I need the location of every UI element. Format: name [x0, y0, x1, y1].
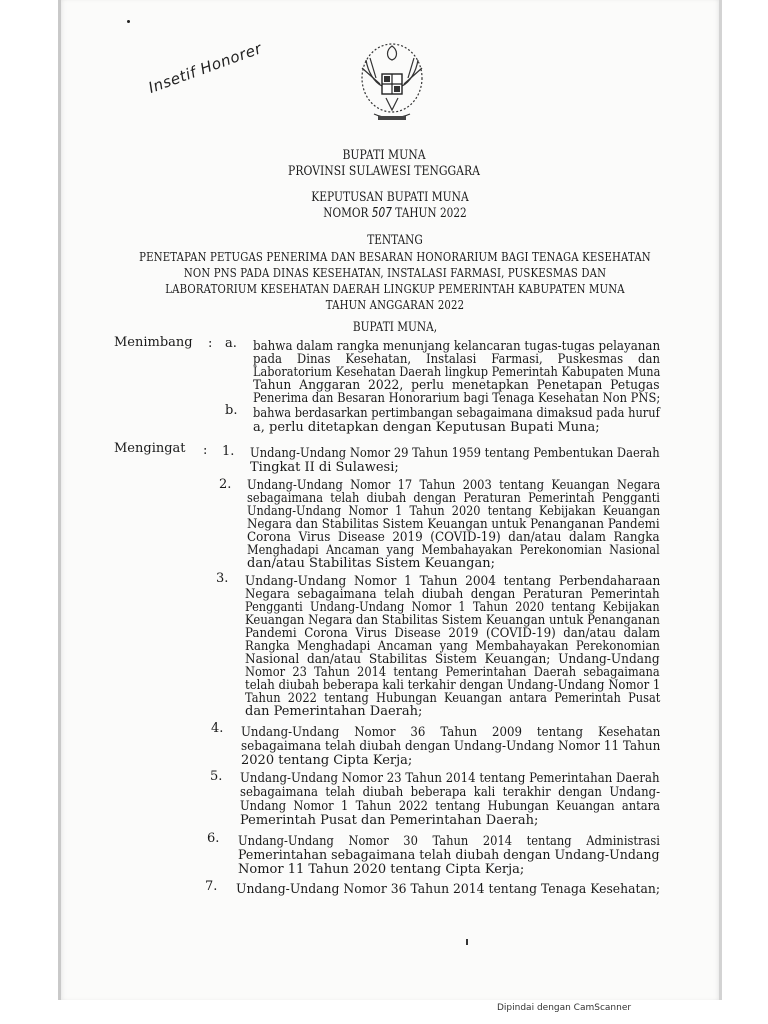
mengingat-2-line: dan/atau Stabilitas Sistem Keuangan; [247, 556, 495, 571]
menimbang-colon: : [208, 336, 213, 351]
province-title: PROVINSI SULAWESI TENGGARA [288, 164, 480, 179]
mengingat-2-line: Undang-Undang Nomor 17 Tahun 2003 tentang Keuangan Negara [247, 478, 661, 493]
title-line-3: LABORATORIUM KESEHATAN DAERAH LINGKUP PEMERINTAH KABUPATEN MUNA [165, 281, 625, 296]
page-edge-left [58, 0, 61, 1000]
scanner-watermark: Dipindai dengan CamScanner [497, 1003, 632, 1013]
mengingat-3-marker: 3. [216, 571, 229, 586]
menimbang-a-marker: a. [225, 336, 237, 351]
mengingat-2-marker: 2. [219, 477, 232, 492]
title-line-4: TAHUN ANGGARAN 2022 [325, 297, 465, 312]
mengingat-3-line: Nomor 23 Tahun 2014 tentang Pemerintahan Daerah sebagaimana [245, 665, 660, 680]
mengingat-3-line: Rangka Menghadapi Ancaman yang Membahayakan Perekonomian [245, 639, 660, 654]
mengingat-4-line: 2020 tentang Cipta Kerja; [241, 753, 413, 768]
mengingat-4-marker: 4. [211, 721, 224, 736]
mengingat-7-marker: 7. [205, 879, 218, 894]
mengingat-3-line: Pandemi Corona Virus Disease 2019 (COVID-19) dan/atau dalam [245, 626, 661, 641]
mengingat-6-line: Nomor 11 Tahun 2020 tentang Cipta Kerja; [238, 862, 525, 877]
mengingat-2-line: Menghadapi Ancaman yang Membahayakan Perekonomian Nasional [247, 543, 660, 558]
mengingat-3-line: Pengganti Undang-Undang Nomor 1 Tahun 2020 tentang Kebijakan [245, 600, 660, 615]
mengingat-5-marker: 5. [210, 769, 223, 784]
mengingat-label: Mengingat [114, 441, 186, 456]
menimbang-a-line: pada Dinas Kesehatan, Instalasi Farmasi, Puskesmas dan [253, 352, 660, 367]
mengingat-4-line: sebagaimana telah diubah dengan Undang-Undang Nomor 11 Tahun [241, 739, 661, 754]
mengingat-2-line: Undang-Undang Nomor 1 Tahun 2020 tentang Kebijakan Keuangan [247, 504, 661, 519]
mengingat-7-line: Undang-Undang Nomor 36 Tahun 2014 tentang Tenaga Kesehatan; [236, 882, 661, 897]
mengingat-1-line: Undang-Undang Nomor 29 Tahun 1959 tentang Pembentukan Daerah [250, 446, 660, 461]
mengingat-3-line: Keuangan Negara dan Stabilitas Sistem Keuangan untuk Penanganan [245, 613, 660, 628]
mengingat-3-line: Tahun 2022 tentang Hubungan Keuangan antara Pemerintah Pusat [245, 691, 661, 706]
bupati-heading: BUPATI MUNA, [352, 320, 438, 335]
mengingat-1-marker: 1. [222, 444, 235, 459]
mengingat-5-line: sebagaimana telah diubah beberapa kali terakhir dengan Undang- [240, 785, 661, 800]
handwritten-annotation: Insetif Honorer [146, 39, 265, 97]
decree-title: KEPUTUSAN BUPATI MUNA [311, 190, 469, 205]
decree-year: TAHUN 2022 [395, 206, 467, 221]
mengingat-3-line: Nasional dan/atau Stabilitas Sistem Keuangan; Undang-Undang [245, 652, 660, 667]
mengingat-6-marker: 6. [207, 831, 220, 846]
mengingat-5-line: Pemerintah Pusat dan Pemerintahan Daerah; [240, 813, 539, 828]
mengingat-2-line: Corona Virus Disease 2019 (COVID-19) dan/atau dalam Rangka [247, 530, 660, 545]
menimbang-b-marker: b. [225, 403, 238, 418]
ink-speck [127, 20, 130, 23]
mengingat-5-line: Undang-Undang Nomor 23 Tahun 2014 tentang Pemerintahan Daerah [240, 771, 660, 786]
mengingat-6-line: Undang-Undang Nomor 30 Tahun 2014 tentang Administrasi [238, 834, 660, 849]
mengingat-1-line: Tingkat II di Sulawesi; [250, 460, 399, 475]
mengingat-2-line: Negara dan Stabilitas Sistem Keuangan untuk Penanganan Pandemi [247, 517, 660, 532]
menimbang-b-line: a, perlu ditetapkan dengan Keputusan Bupati Muna; [253, 420, 600, 435]
menimbang-a-line: Laboratorium Kesehatan Daerah lingkup Pemerintah Kabupaten Muna [253, 365, 661, 380]
mengingat-3-line: dan Pemerintahan Daerah; [245, 704, 423, 719]
nomor-label: NOMOR [323, 206, 369, 221]
menimbang-label: Menimbang [114, 335, 193, 350]
tentang-heading: TENTANG [367, 233, 423, 248]
mengingat-3-line: Undang-Undang Nomor 1 Tahun 2004 tentang Perbendaharaan [245, 574, 661, 589]
menimbang-a-line: Penerima dan Besaran Honorarium bagi Tenaga Kesehatan Non PNS; [253, 391, 661, 406]
ink-speck [466, 939, 468, 945]
menimbang-b-line: bahwa berdasarkan pertimbangan sebagaimana dimaksud pada huruf [253, 406, 660, 421]
menimbang-a-line: bahwa dalam rangka menunjang kelancaran tugas-tugas pelayanan [253, 339, 661, 354]
page-edge-right [719, 0, 722, 1000]
nomor-handwritten: 507 [371, 206, 392, 221]
title-line-2: NON PNS PADA DINAS KESEHATAN, INSTALASI FARMASI, PUSKESMAS DAN [183, 265, 607, 280]
menimbang-a-line: Tahun Anggaran 2022, perlu menetapkan Penetapan Petugas [253, 378, 660, 393]
title-line-1: PENETAPAN PETUGAS PENERIMA DAN BESARAN HONORARIUM BAGI TENAGA KESEHATAN [139, 249, 651, 264]
garuda-emblem-icon [352, 38, 432, 126]
mengingat-3-line: telah diubah beberapa kali terkahir dengan Undang-Undang Nomor 1 [245, 678, 661, 693]
mengingat-2-line: sebagaimana telah diubah dengan Peraturan Pemerintah Pengganti [247, 491, 660, 506]
mengingat-4-line: Undang-Undang Nomor 36 Tahun 2009 tentang Kesehatan [241, 725, 661, 740]
regent-title: BUPATI MUNA [342, 148, 426, 163]
mengingat-3-line: Negara sebagaimana telah diubah dengan Peraturan Pemerintah [245, 587, 660, 602]
decree-number [75, 206, 715, 221]
mengingat-colon: : [203, 443, 208, 458]
mengingat-5-line: Undang Nomor 1 Tahun 2022 tentang Hubungan Keuangan antara [240, 799, 660, 814]
mengingat-6-line: Pemerintahan sebagaimana telah diubah dengan Undang-Undang [238, 848, 660, 863]
